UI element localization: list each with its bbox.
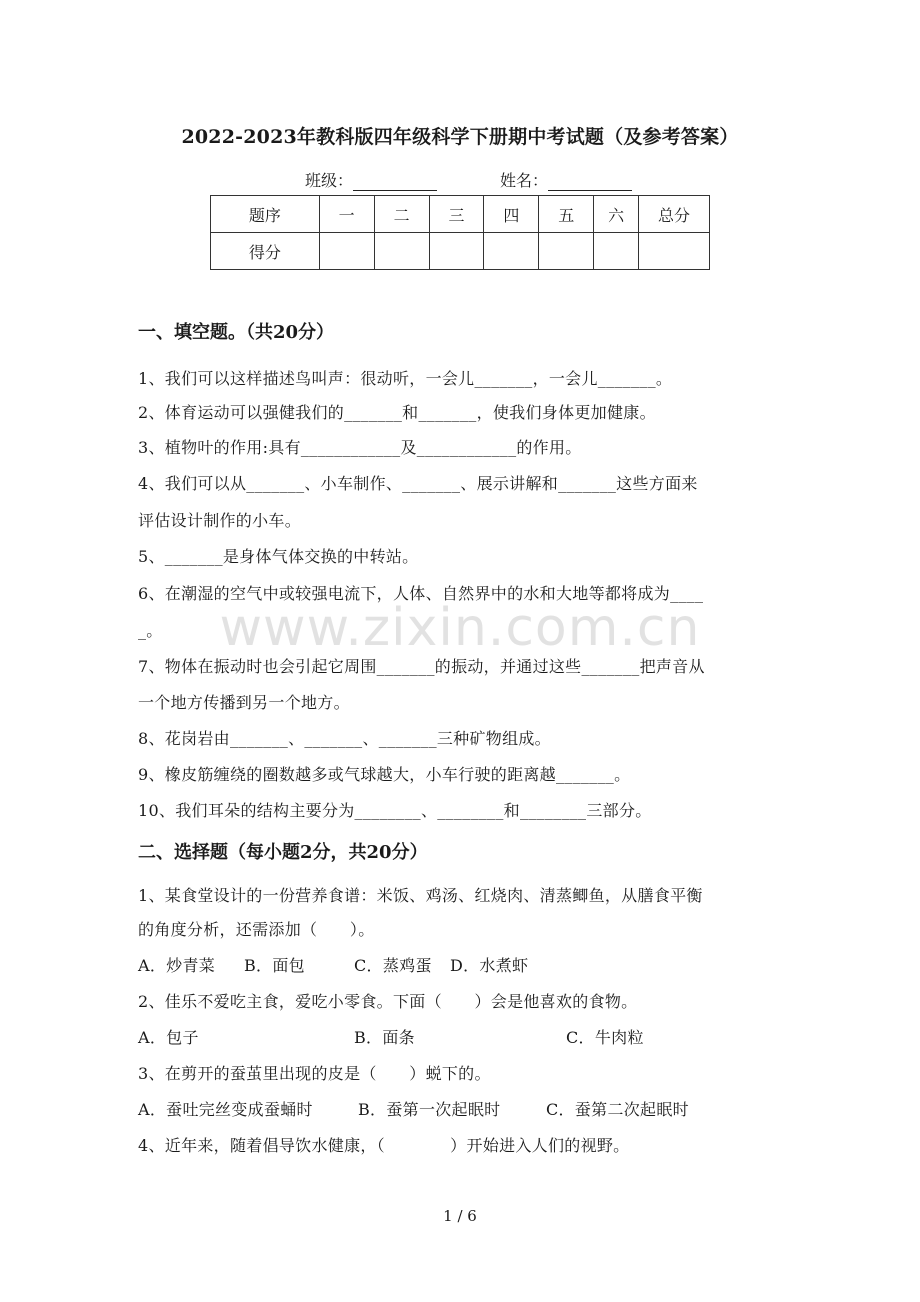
- question-line: 1、我们可以这样描述鸟叫声：很动听，一会儿_______，一会儿_______。: [138, 369, 673, 388]
- option-b[interactable]: B．蚕第一次起眠时: [358, 1100, 501, 1119]
- option-a[interactable]: A．蚕吐完丝变成蚕蛹时: [138, 1100, 313, 1119]
- question-line: 4、我们可以从_______、小车制作、_______、展示讲解和_______这些方面来: [138, 474, 698, 493]
- score-table: [210, 195, 710, 270]
- section1-heading: 一、填空题。（共20分）: [138, 322, 335, 343]
- option-b[interactable]: B．面条: [354, 1028, 415, 1047]
- option-c[interactable]: C．牛肉粒: [566, 1028, 644, 1047]
- class-label: 班级：: [305, 171, 354, 190]
- question-line: 2、佳乐不爱吃主食，爱吃小零食。下面（ ）会是他喜欢的食物。: [138, 992, 638, 1011]
- question-line: 5、_______是身体气体交换的中转站。: [138, 547, 419, 566]
- question-line: 3、在剪开的蚕茧里出现的皮是（ ）蜕下的。: [138, 1064, 491, 1083]
- q1-options: [138, 953, 528, 976]
- question-line: 6、在潮湿的空气中或较强电流下，人体、自然界中的水和大地等都将成为____: [138, 584, 704, 603]
- q3-options: [138, 1097, 689, 1120]
- score-header-cell: 总分: [639, 196, 710, 233]
- score-header-cell: 六: [594, 196, 639, 233]
- score-cell[interactable]: [539, 233, 594, 270]
- score-row-label: 得分: [211, 233, 320, 270]
- score-cell[interactable]: [429, 233, 484, 270]
- question-line: 1、某食堂设计的一份营养食谱：米饭、鸡汤、红烧肉、清蒸鲫鱼，从膳食平衡: [138, 886, 703, 905]
- question-line: 的角度分析，还需添加（ ）。: [138, 920, 375, 939]
- score-header-cell: 题序: [211, 196, 320, 233]
- question-line: 8、花岗岩由_______、_______、_______三种矿物组成。: [138, 729, 551, 748]
- option-a[interactable]: A．炒青菜: [138, 956, 216, 975]
- q2-options: [138, 1025, 644, 1048]
- score-header-cell: 二: [374, 196, 429, 233]
- class-field: [305, 168, 437, 191]
- score-header-cell: 四: [484, 196, 539, 233]
- question-line: 评估设计制作的小车。: [138, 511, 302, 530]
- question-line: 一个地方传播到另一个地方。: [138, 693, 350, 712]
- score-cell[interactable]: [319, 233, 374, 270]
- score-table-score-row: [211, 233, 710, 270]
- question-line: 2、体育运动可以强健我们的_______和_______，使我们身体更加健康。: [138, 403, 656, 422]
- watermark: www.zixin.com.cn: [219, 598, 701, 658]
- name-blank[interactable]: [548, 172, 632, 191]
- score-header-cell: 五: [539, 196, 594, 233]
- score-cell[interactable]: [374, 233, 429, 270]
- question-line: 7、物体在振动时也会引起它周围_______的振动，并通过这些_______把声音从: [138, 657, 705, 676]
- option-d[interactable]: D．水煮虾: [450, 956, 529, 975]
- option-c[interactable]: C．蚕第二次起眠时: [546, 1100, 689, 1119]
- score-header-cell: 三: [429, 196, 484, 233]
- question-line: 3、植物叶的作用:具有____________及____________的作用。: [138, 438, 582, 457]
- page-number: 1 / 6: [443, 1207, 477, 1225]
- question-line: 10、我们耳朵的结构主要分为________、________和________三部分。: [138, 801, 652, 820]
- class-blank[interactable]: [353, 172, 437, 191]
- option-b[interactable]: B．面包: [244, 956, 305, 975]
- name-field: [500, 168, 632, 191]
- option-a[interactable]: A．包子: [138, 1028, 199, 1047]
- question-line: _。: [138, 621, 163, 640]
- score-header-cell: 一: [319, 196, 374, 233]
- score-cell[interactable]: [594, 233, 639, 270]
- question-line: 9、橡皮筋缠绕的圈数越多或气球越大，小车行驶的距离越_______。: [138, 765, 631, 784]
- option-c[interactable]: C．蒸鸡蛋: [354, 956, 432, 975]
- name-label: 姓名：: [500, 171, 549, 190]
- question-line: 4、近年来，随着倡导饮水健康，（ ）开始进入人们的视野。: [138, 1136, 630, 1155]
- section2-heading: 二、选择题（每小题2分，共20分）: [138, 842, 428, 863]
- score-cell[interactable]: [484, 233, 539, 270]
- exam-title: 2022-2023年教科版四年级科学下册期中考试题（及参考答案）: [181, 126, 739, 148]
- score-table-header-row: [211, 196, 710, 233]
- score-cell[interactable]: [639, 233, 710, 270]
